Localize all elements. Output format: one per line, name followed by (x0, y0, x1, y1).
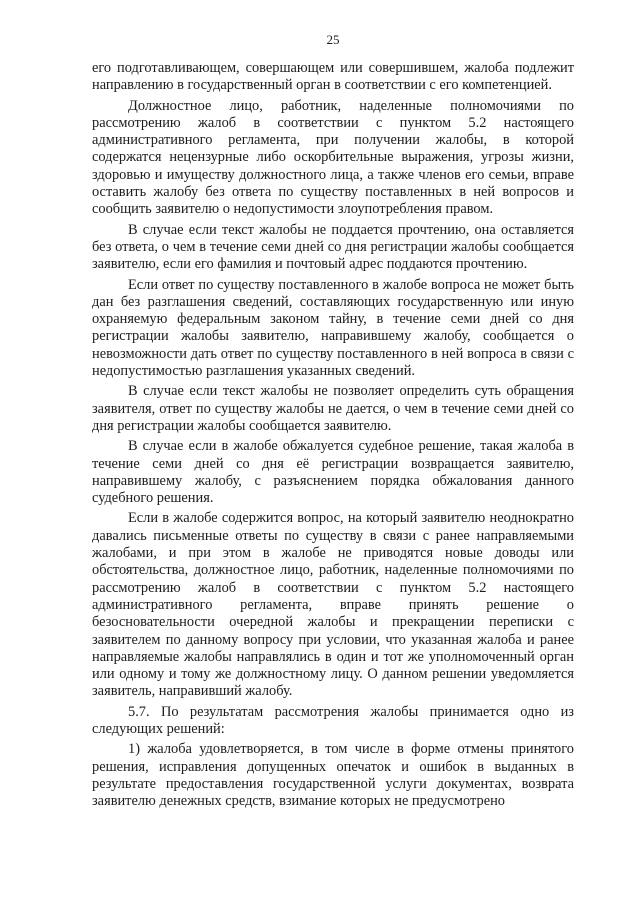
paragraph-unclear-essence: В случае если текст жалобы не позволяет определить суть обращения заявителя, ответ по существу жалобы не дается, о чем в течение семи дней со дня регистрации жалобы сообщается заявителю. (92, 383, 574, 434)
paragraph-offensive-language: Должностное лицо, работник, наделенные полномочиями по рассмотрению жалоб в соответствии с пунктом 5.2 настоящего административного регламента, при получении жалобы, в которой содержатся нецензурные либо оскорбительные выражения, угрозы жизни, здоровью и имуществу должностного лица, а также членов его семьи, вправе оставить жалобу без ответа по существу поставленных в ней вопросов и сообщить заявителю о недопустимости злоупотребления правом. (92, 97, 574, 218)
paragraph-unreadable-text: В случае если текст жалобы не поддается прочтению, она оставляется без ответа, о чем в течение семи дней со дня регистрации жалобы сообщается заявителю, если его фамилия и почтовый адрес поддаются прочтению. (92, 221, 574, 273)
paragraph-complaint-redirect: его подготавливающем, совершающем или совершившем, жалоба подлежит направлению в государственный орган в соответствии с его компетенцией. (92, 60, 574, 94)
page-number: 25 (326, 32, 340, 47)
paragraph-state-secret: Если ответ по существу поставленного в жалобе вопроса не может быть дан без разглашения сведений, составляющих государственную или иную охраняемую федеральным законом тайну, в течение семи дней со дня регистрации жалобы заявителю, направившему жалобу, сообщается о невозможности дать ответ по существу поставленного в ней вопроса в связи с недопустимостью разглашения указанных сведений. (92, 276, 574, 380)
paragraph-repeated-complaint: Если в жалобе содержится вопрос, на который заявителю неоднократно давались письменные ответы по существу в связи с ранее направляемыми жалобами, и при этом в жалобе не приводятся новые доводы или обстоятельства, должностное лицо, работник, наделенные полномочиями по рассмотрению жалоб в соответствии с пунктом 5.2 настоящего административного регламента, вправе принять решение о безосновательности очередной жалобы и прекращении переписки с заявителем по данному вопросу при условии, что указанная жалоба и ранее направляемые жалобы направлялись в один и тот же уполномоченный орган или одному и тому же должностному лицу. О данном решении уведомляется заявитель, направивший жалобу. (92, 510, 574, 700)
paragraph-section-5-7: 5.7. По результатам рассмотрения жалобы принимается одно из следующих решений: (92, 703, 574, 737)
document-body (92, 60, 574, 810)
paragraph-court-decision: В случае если в жалобе обжалуется судебное решение, такая жалоба в течение семи дней со дня её регистрации возвращается заявителю, направившему жалобу, с разъяснением порядка обжалования данного судебного решения. (92, 438, 574, 507)
paragraph-decision-item-1: 1) жалоба удовлетворяется, в том числе в форме отмены принятого решения, исправления допущенных опечаток и ошибок в выданных в результате предоставления государственной услуги документах, возврата заявителю денежных средств, взимание которых не предусмотрено (92, 741, 574, 810)
